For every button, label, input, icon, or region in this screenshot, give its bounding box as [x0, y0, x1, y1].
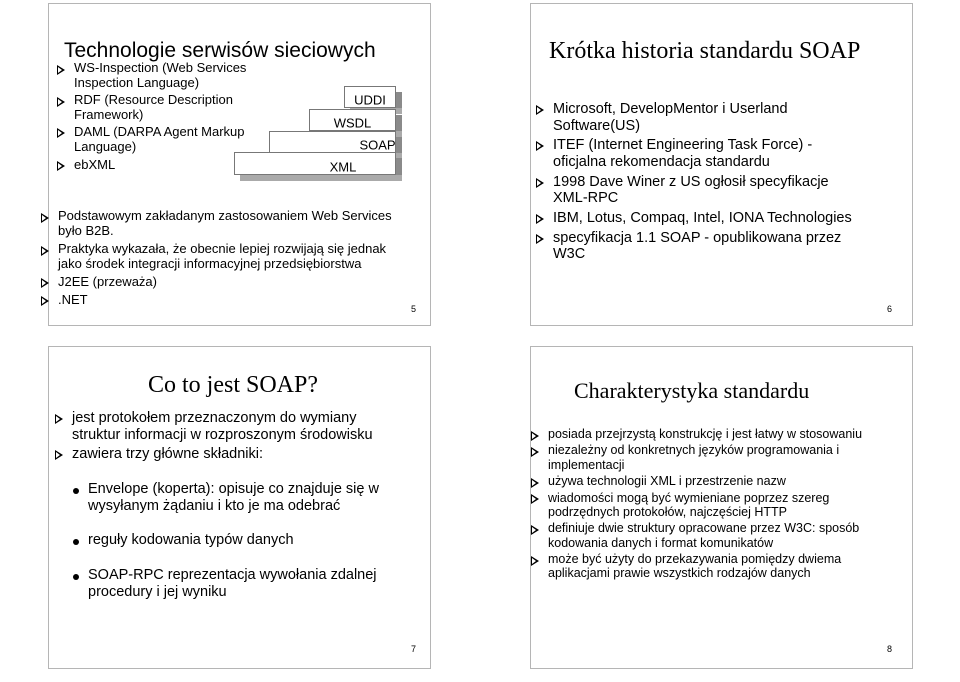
stack-layer-wsdl: WSDL	[309, 109, 402, 137]
list-item: RDF (Resource Description Framework)	[54, 93, 264, 123]
list-item: DAML (DARPA Agent Markup Language)	[54, 125, 264, 155]
arrow-bullet-icon	[55, 414, 63, 424]
page-number: 5	[411, 304, 417, 314]
slide-title: Charakterystyka standardu	[574, 378, 810, 403]
list-item: 1998 Dave Winer z US ogłosił specyfikacje XML-RPC	[533, 174, 863, 207]
list-item: używa technologii XML i przestrzenie nazw	[528, 474, 888, 488]
bullet-list	[52, 410, 392, 463]
list-item: zawiera trzy główne składniki:	[52, 446, 392, 463]
dot-bullet-icon	[73, 488, 79, 494]
arrow-bullet-icon	[536, 105, 544, 115]
page-number: 6	[887, 304, 893, 314]
page-number: 8	[887, 644, 893, 654]
slide-title: Co to jest SOAP?	[148, 372, 319, 398]
dot-bullet-icon	[73, 539, 79, 545]
slide-title: Krótka historia standardu SOAP	[549, 38, 861, 64]
list-item: specyfikacja 1.1 SOAP - opublikowana przez W3C	[533, 230, 863, 263]
arrow-bullet-icon	[531, 447, 539, 457]
arrow-bullet-icon	[57, 161, 65, 171]
slide-charakterystyka	[530, 346, 913, 669]
list-item: Envelope (koperta): opisuje co znajduje się w wysyłanym żądaniu i kto je ma odebrać	[70, 481, 410, 514]
page-number: 7	[411, 644, 417, 654]
arrow-bullet-icon	[55, 450, 63, 460]
list-item: .NET	[38, 293, 403, 308]
arrow-bullet-icon	[536, 178, 544, 188]
list-item: Podstawowym zakładanym zastosowaniem Web Services było B2B.	[38, 209, 403, 239]
arrow-bullet-icon	[57, 97, 65, 107]
list-item: ebXML	[54, 158, 264, 173]
list-item: definiuje dwie struktury opracowane przez W3C: sposób kodowania danych i format komunikatów	[528, 521, 888, 550]
arrow-bullet-icon	[57, 65, 65, 75]
arrow-bullet-icon	[41, 246, 49, 256]
list-item: WS-Inspection (Web Services Inspection Language)	[54, 61, 264, 91]
stack-layer-soap: SOAP	[269, 131, 402, 159]
stack-layer-uddi: UDDI	[344, 86, 402, 114]
slide-historia-soap	[530, 3, 913, 326]
arrow-bullet-icon	[41, 278, 49, 288]
arrow-bullet-icon	[531, 556, 539, 566]
arrow-bullet-icon	[536, 214, 544, 224]
top-bullet-list	[54, 61, 264, 173]
list-item: J2EE (przeważa)	[38, 275, 403, 290]
bullet-list	[533, 101, 863, 263]
bullet-list	[38, 209, 403, 308]
list-item: jest protokołem przeznaczonym do wymiany struktur informacji w rozproszonym środowisku	[52, 410, 392, 443]
list-item: IBM, Lotus, Compaq, Intel, IONA Technologies	[533, 210, 863, 227]
arrow-bullet-icon	[531, 431, 539, 441]
arrow-bullet-icon	[531, 494, 539, 504]
stack-layer-xml: XML	[234, 152, 402, 181]
list-item: może być użyty do przekazywania pomiędzy dwiema aplikacjami prawie wszystkich rodzajów danych	[528, 552, 888, 581]
bullet-list	[528, 427, 888, 581]
list-item: Praktyka wykazała, że obecnie lepiej rozwijają się jednak jako środek integracji informacyjnej przedsiębiorstwa	[38, 242, 403, 272]
arrow-bullet-icon	[531, 478, 539, 488]
arrow-bullet-icon	[57, 128, 65, 138]
arrow-bullet-icon	[536, 141, 544, 151]
list-item: ITEF (Internet Engineering Task Force) - oficjalna rekomendacja standardu	[533, 137, 863, 170]
list-item: reguły kodowania typów danych	[70, 532, 410, 549]
list-item: Microsoft, DevelopMentor i Userland Software(US)	[533, 101, 863, 134]
list-item: niezależny od konkretnych języków programowania i implementacji	[528, 443, 888, 472]
slide-technologie	[48, 3, 431, 326]
arrow-bullet-icon	[536, 234, 544, 244]
dot-bullet-icon	[73, 574, 79, 580]
arrow-bullet-icon	[531, 525, 539, 535]
list-item: wiadomości mogą być wymieniane poprzez szereg podrzędnych protokołów, najczęściej HTTP	[528, 491, 888, 520]
sub-bullet-list	[70, 481, 410, 600]
arrow-bullet-icon	[41, 296, 49, 306]
slide-co-to-jest-soap	[48, 346, 431, 669]
arrow-bullet-icon	[41, 213, 49, 223]
list-item: posiada przejrzystą konstrukcję i jest łatwy w stosowaniu	[528, 427, 888, 441]
list-item: SOAP-RPC reprezentacja wywołania zdalnej procedury i jej wyniku	[70, 567, 410, 600]
slide-title: Technologie serwisów sieciowych	[64, 39, 376, 62]
